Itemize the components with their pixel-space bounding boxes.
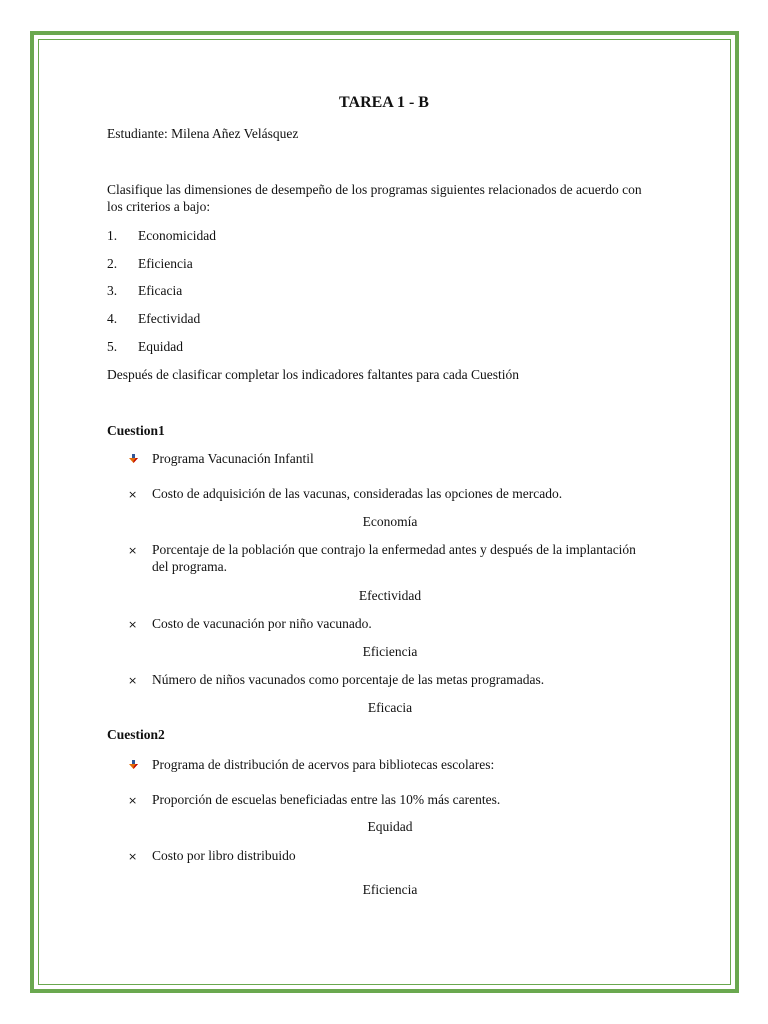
intro-line-2: los criterios a bajo: xyxy=(107,199,211,214)
criteria-number: 4. xyxy=(107,311,118,326)
indicator-text: Número de niños vacunados como porcentaje de las metas programadas. xyxy=(152,672,545,687)
indicator-text: Proporción de escuelas beneficiadas entre las 10% más carentes. xyxy=(152,792,501,807)
x-bullet-icon: × xyxy=(128,794,138,807)
intro-line-1: Clasifique las dimensiones de desempeño de los programas siguientes relacionados de acuerdo con xyxy=(107,182,642,197)
classification-answer: Efectividad xyxy=(358,588,422,603)
indicator-text: Porcentaje de la población que contrajo la enfermedad antes y después de la implantación xyxy=(152,542,636,557)
criteria-label: Efectividad xyxy=(138,311,201,326)
criteria-number: 1. xyxy=(107,228,118,243)
x-bullet-icon: × xyxy=(128,618,138,631)
criteria-label: Economicidad xyxy=(138,228,216,243)
indicator-text-continued: del programa. xyxy=(152,559,227,574)
classification-answer: Eficiencia xyxy=(362,644,418,659)
indicator-text: Costo de adquisición de las vacunas, consideradas las opciones de mercado. xyxy=(152,486,563,501)
document-title: TAREA 1 - B xyxy=(339,94,429,111)
classification-answer: Eficiencia xyxy=(362,882,418,897)
indicator-text: Costo de vacunación por niño vacunado. xyxy=(152,616,372,631)
question-1-program: Programa Vacunación Infantil xyxy=(152,451,314,466)
criteria-label: Eficiencia xyxy=(138,256,193,271)
question-2-heading: Cuestion2 xyxy=(107,727,165,742)
criteria-number: 3. xyxy=(107,283,118,298)
instruction-text: Después de clasificar completar los indicadores faltantes para cada Cuestión xyxy=(107,367,519,382)
criteria-number: 2. xyxy=(107,256,118,271)
student-name: Estudiante: Milena Añez Velásquez xyxy=(107,126,299,141)
classification-answer: Equidad xyxy=(367,819,413,834)
indicator-text: Costo por libro distribuido xyxy=(152,848,296,863)
classification-answer: Economía xyxy=(362,514,418,529)
classification-answer: Eficacia xyxy=(367,700,413,715)
x-bullet-icon: × xyxy=(128,488,138,501)
criteria-label: Equidad xyxy=(138,339,183,354)
x-bullet-icon: × xyxy=(128,850,138,863)
criteria-number: 5. xyxy=(107,339,118,354)
question-2-program: Programa de distribución de acervos para bibliotecas escolares: xyxy=(152,757,495,772)
arrow-down-icon xyxy=(129,760,138,770)
criteria-label: Eficacia xyxy=(138,283,183,298)
question-1-heading: Cuestion1 xyxy=(107,423,165,438)
arrow-down-icon xyxy=(129,454,138,464)
page-border-inner xyxy=(38,39,731,985)
x-bullet-icon: × xyxy=(128,544,138,557)
x-bullet-icon: × xyxy=(128,674,138,687)
